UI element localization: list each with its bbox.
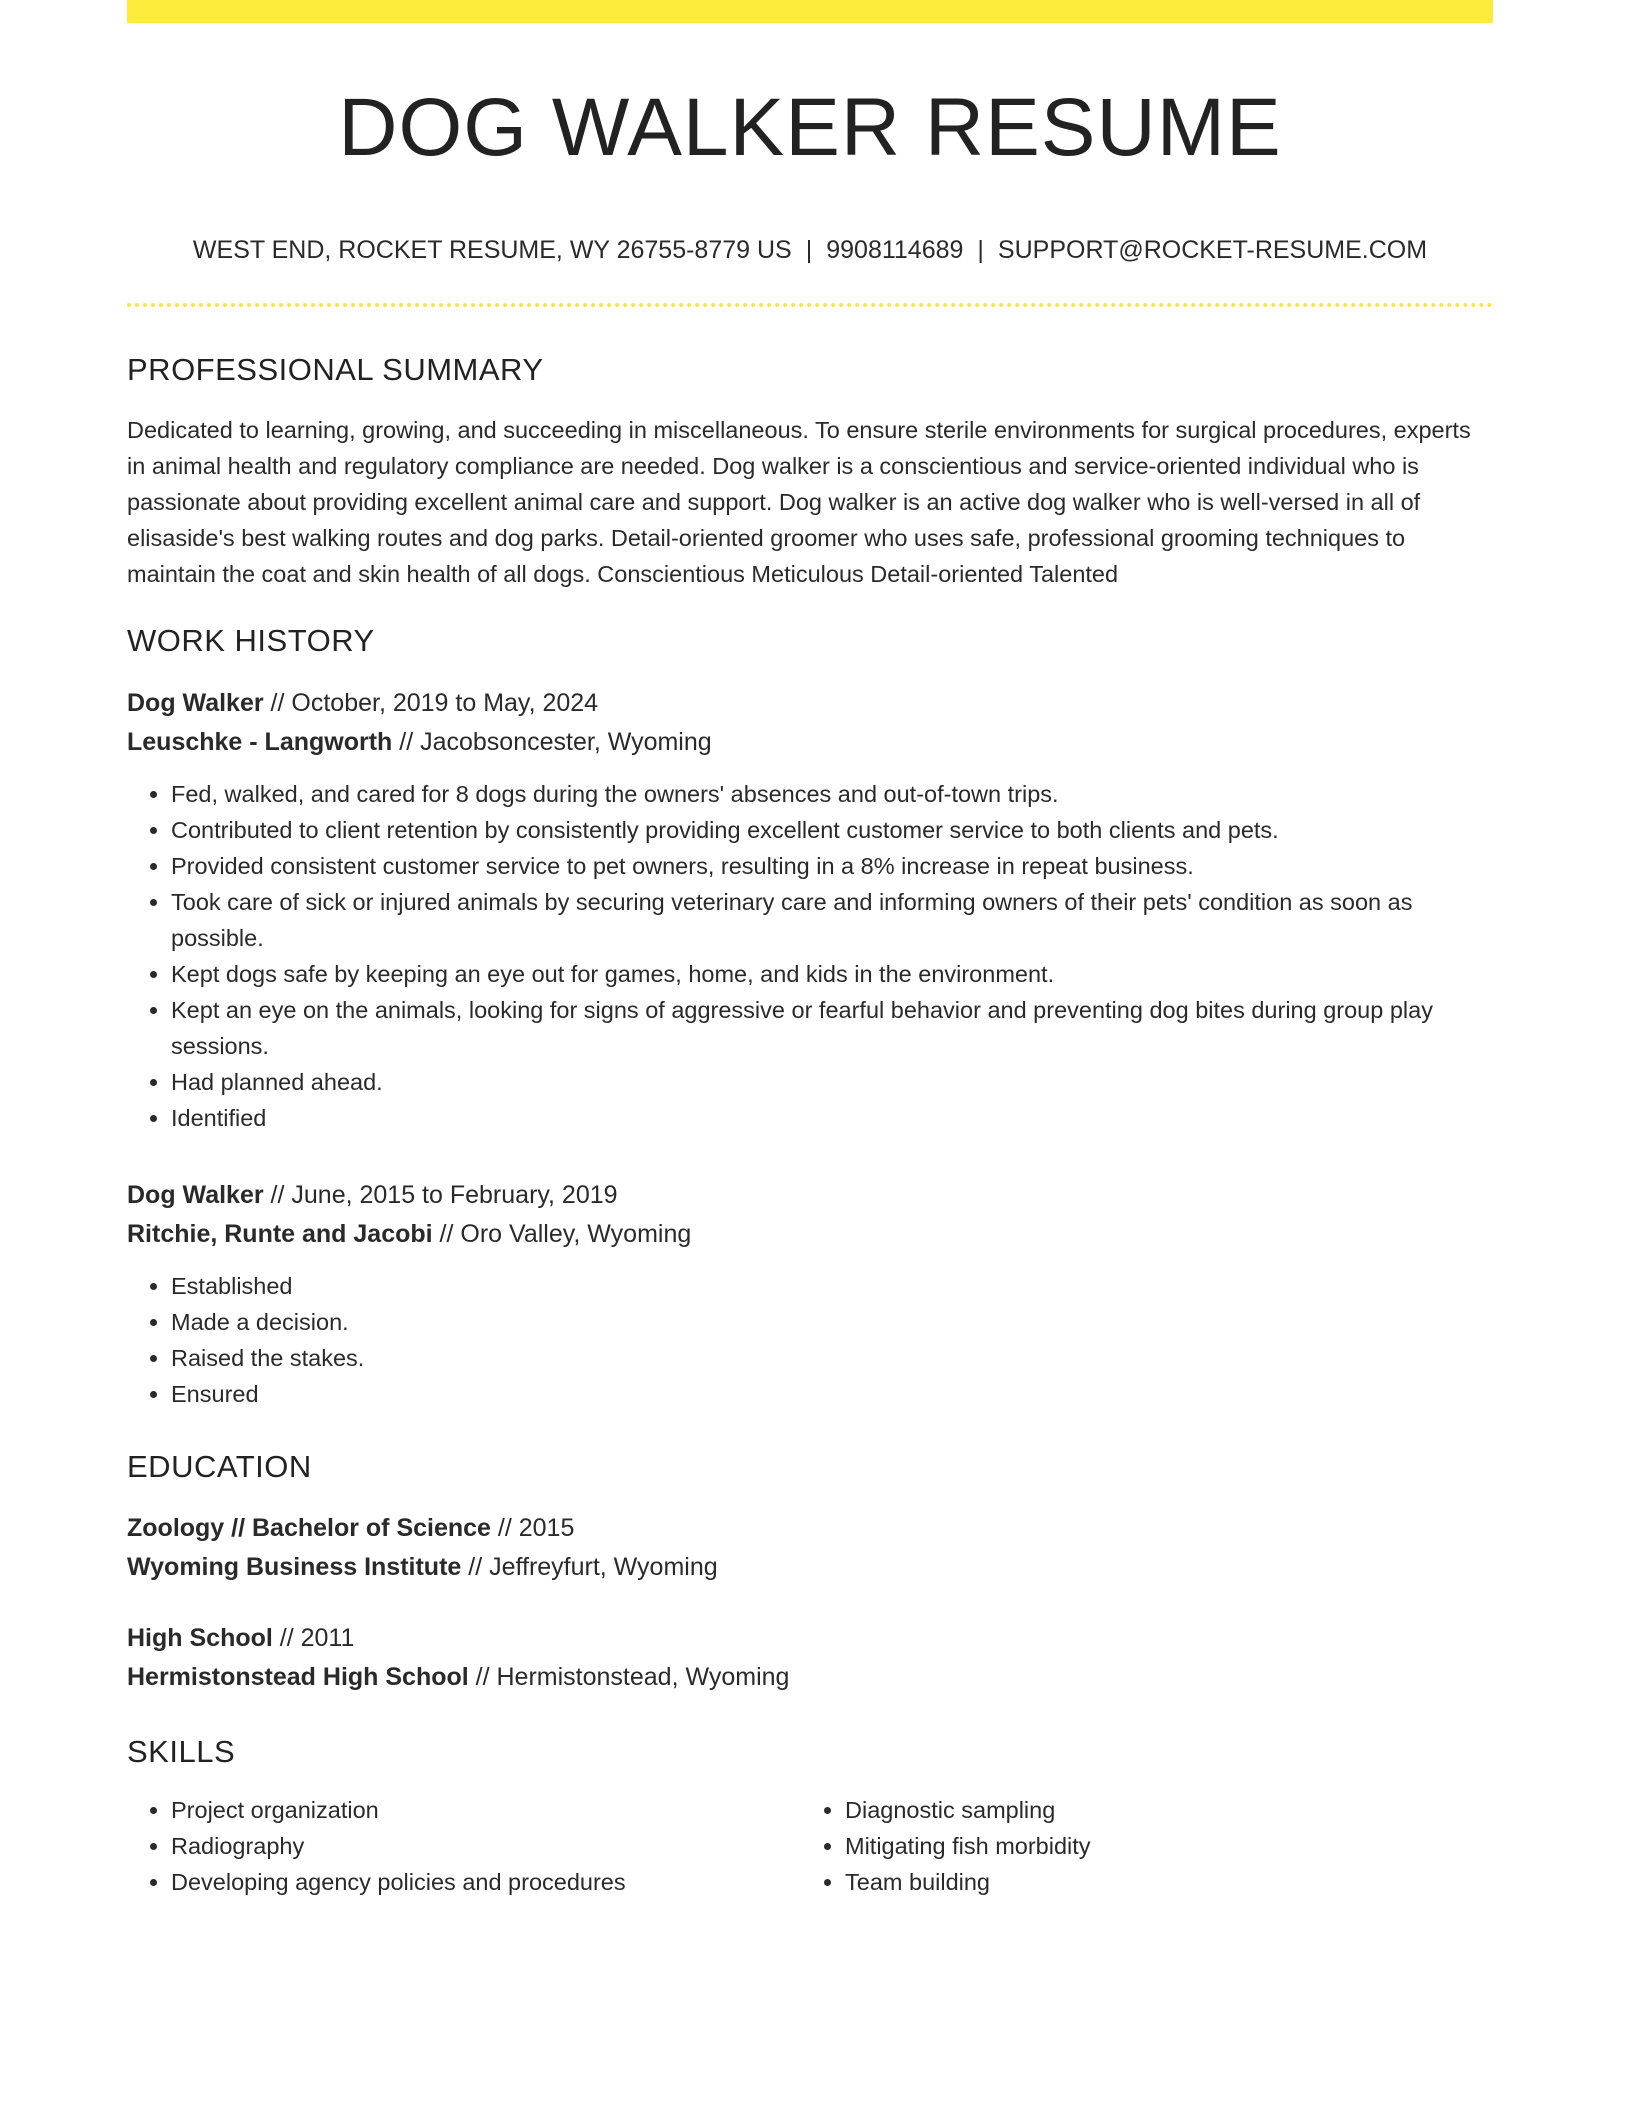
skills-list-right [801, 1792, 1475, 1900]
education-entry [127, 1509, 1493, 1587]
list-item: • Mitigating fish morbidity [845, 1828, 1475, 1864]
education-school-line [127, 1658, 1493, 1697]
list-item: • Provided consistent customer service to pet owners, resulting in a 8% increase in repeat business. [171, 848, 1493, 884]
job-company-line [127, 1215, 1493, 1254]
resume-title: DOG WALKER RESUME [338, 82, 1282, 173]
list-item: • Took care of sick or injured animals by securing veterinary care and informing owners of their pets' condition as soon as possible. [171, 884, 1493, 956]
contact-address: WEST END, ROCKET RESUME, WY 26755-8779 US [192, 236, 792, 265]
job-entry [127, 684, 1493, 1136]
education-location: // Jeffreyfurt, Wyoming [461, 1552, 718, 1581]
job-location: // Oro Valley, Wyoming [432, 1219, 692, 1248]
work-history-heading: WORK HISTORY [127, 623, 375, 659]
education-degree: Zoology // Bachelor of Science [127, 1513, 491, 1542]
job-location: // Jacobsoncester, Wyoming [392, 727, 712, 756]
header-divider [127, 303, 1493, 307]
job-bullet-list [127, 776, 1493, 1136]
list-item: • Kept an eye on the animals, looking for signs of aggressive or fearful behavior and preventing dog bites during group play sessions. [171, 992, 1493, 1064]
list-item: • Established [171, 1268, 1493, 1304]
list-item: • Made a decision. [171, 1304, 1493, 1340]
education-entry [127, 1619, 1493, 1697]
education-degree-line [127, 1619, 1493, 1658]
top-accent-bar [127, 0, 1493, 23]
job-role: Dog Walker [127, 688, 264, 717]
list-item: • Project organization [171, 1792, 801, 1828]
education-heading: EDUCATION [127, 1448, 312, 1484]
list-item: • Kept dogs safe by keeping an eye out for games, home, and kids in the environment. [171, 956, 1493, 992]
education-school-line [127, 1548, 1493, 1587]
list-item: • Identified [171, 1100, 1493, 1136]
job-company-line [127, 723, 1493, 762]
job-entry [127, 1176, 1493, 1412]
list-item: • Team building [845, 1864, 1475, 1900]
summary-heading: PROFESSIONAL SUMMARY [127, 352, 544, 388]
contact-separator: | [805, 236, 813, 265]
list-item: • Ensured [171, 1376, 1493, 1412]
contact-line [127, 235, 1493, 265]
list-item: • Had planned ahead. [171, 1064, 1493, 1100]
education-year: // 2011 [272, 1623, 355, 1652]
education-year: // 2015 [490, 1513, 575, 1542]
contact-phone: 9908114689 [826, 236, 964, 265]
job-bullet-list [127, 1268, 1493, 1412]
skills-columns [127, 1792, 1493, 1900]
education-location: // Hermistonstead, Wyoming [468, 1662, 790, 1691]
resume-page [127, 0, 1493, 1900]
job-company: Leuschke - Langworth [127, 727, 393, 756]
skills-list-left [127, 1792, 801, 1900]
skills-heading: SKILLS [127, 1733, 236, 1769]
job-company: Ritchie, Runte and Jacobi [127, 1219, 433, 1248]
list-item: • Developing agency policies and procedures [171, 1864, 801, 1900]
education-degree: High School [127, 1623, 273, 1652]
education-school: Hermistonstead High School [127, 1662, 469, 1691]
job-dates: // October, 2019 to May, 2024 [263, 688, 599, 717]
list-item: • Radiography [171, 1828, 801, 1864]
list-item: • Diagnostic sampling [845, 1792, 1475, 1828]
list-item: • Raised the stakes. [171, 1340, 1493, 1376]
list-item: • Contributed to client retention by consistently providing excellent customer service to both clients and pets. [171, 812, 1493, 848]
summary-text: Dedicated to learning, growing, and succeeding in miscellaneous. To ensure sterile environments for surgical procedures, experts in animal health and regulatory compliance are needed. Dog walker is a conscientious and service-oriented individual who is passionate about providing excellent animal care and support. Dog walker is an active dog walker who is well-versed in all of elisaside's best walking routes and dog parks. Detail-oriented groomer who uses safe, professional grooming techniques to maintain the coat and skin health of all dogs. Conscientious Meticulous Detail-oriented Talented [127, 417, 1471, 588]
education-school: Wyoming Business Institute [127, 1552, 462, 1581]
education-degree-line [127, 1509, 1493, 1548]
list-item: • Fed, walked, and cared for 8 dogs during the owners' absences and out-of-town trips. [171, 776, 1493, 812]
job-dates: // June, 2015 to February, 2019 [263, 1180, 618, 1209]
job-title-line [127, 684, 1493, 723]
job-role: Dog Walker [127, 1180, 264, 1209]
job-title-line [127, 1176, 1493, 1215]
contact-email: SUPPORT@ROCKET-RESUME.COM [997, 236, 1428, 265]
contact-separator: | [977, 236, 984, 265]
